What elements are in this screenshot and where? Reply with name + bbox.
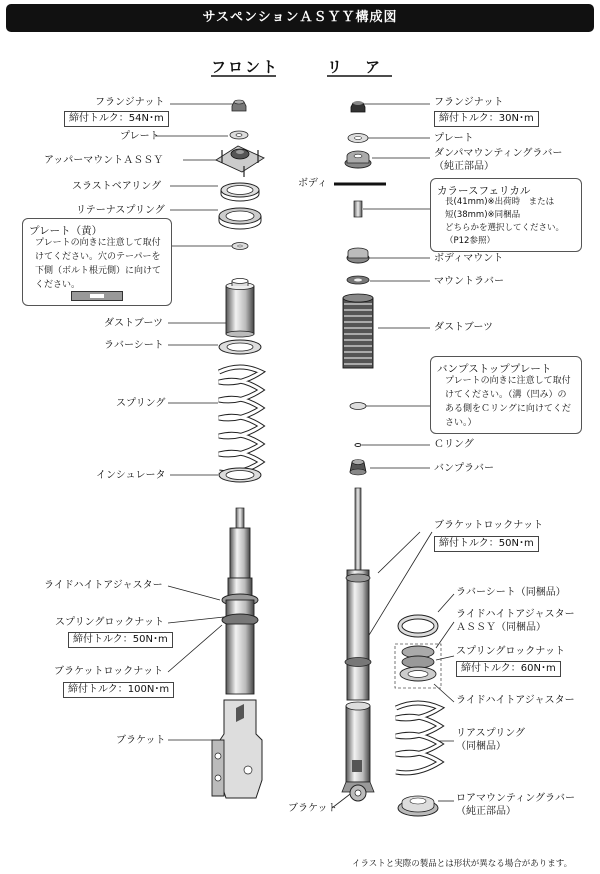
rear-spring-lock-nut-torque: 締付トルク：60N･m xyxy=(456,661,561,677)
rear-bracket-lock-nut-label: ブラケットロックナット xyxy=(434,520,544,531)
collar-note-title: カラースフェリカル xyxy=(437,185,531,197)
rear-spring-label: リアスプリング xyxy=(456,728,525,739)
front-flange-nut-label: フランジナット xyxy=(95,97,165,108)
rear-flange-nut-torque: 締付トルク：30N･m xyxy=(434,111,539,127)
footer-disclaimer: イラストと実際の製品とは形状が異なる場合があります。 xyxy=(352,859,573,869)
plate-taper-icon xyxy=(71,291,123,301)
plate-note xyxy=(22,218,172,306)
front-upper-mount-label: アッパーマウントＡＳＳＹ xyxy=(44,155,164,166)
bump-note-title: バンプストッププレート xyxy=(437,363,552,375)
rear-c-ring-label: Ｃリング xyxy=(434,439,474,450)
rear-ride-height-adjuster-assy-label: ライドハイトアジャスター xyxy=(456,609,575,620)
front-thrust-bearing-label: スラストベアリング xyxy=(72,181,162,192)
plate-note-title: プレート（黄） xyxy=(29,225,103,237)
rear-ride-height-adjuster-assy-label-2: ＡＳＳＹ（同梱品） xyxy=(456,622,546,633)
rear-bump-rubber-label: バンプラバー xyxy=(434,463,494,474)
front-rubber-seat-label: ラバーシート xyxy=(104,340,164,351)
front-ride-height-adjuster-label: ライドハイトアジャスター xyxy=(44,580,163,591)
front-bracket-lock-nut-label: ブラケットロックナット xyxy=(54,666,164,677)
rear-damper-mount-rubber-label: ダンパマウンティングラバー xyxy=(434,148,563,159)
page-title: サスペンションＡＳＹＹ構成図 xyxy=(202,10,398,25)
front-heading: フロント xyxy=(211,58,280,76)
rear-spring-note: （同梱品） xyxy=(456,741,506,752)
rear-mount-rubber-label: マウントラバー xyxy=(434,276,504,287)
rear-ride-height-adjuster-label: ライドハイトアジャスター xyxy=(456,695,575,706)
front-retainer-spring-label: リテーナスプリング xyxy=(76,205,165,216)
rear-heading: リ ア xyxy=(327,58,385,76)
collar-spherical-note xyxy=(430,178,582,252)
rear-bracket-label: ブラケット xyxy=(288,803,338,814)
front-bracket-lock-nut-torque: 締付トルク：100N･m xyxy=(63,682,174,698)
rear-body-label: ボディ xyxy=(298,178,328,189)
rear-rubber-seat-label: ラバーシート（同梱品） xyxy=(456,587,566,598)
rear-flange-nut-label: フランジナット xyxy=(434,97,504,108)
bump-stop-plate-note xyxy=(430,356,582,434)
front-spring-lock-nut-label: スプリングロックナット xyxy=(55,617,164,628)
rear-spring-lock-nut-label: スプリングロックナット xyxy=(456,646,565,657)
rear-body-mount-label: ボディマウント xyxy=(434,253,504,264)
rear-parts xyxy=(334,101,441,816)
front-flange-nut-torque: 締付トルク：54N･m xyxy=(64,111,169,127)
rear-dust-boots-label: ダストブーツ xyxy=(434,322,493,333)
front-spring-label: スプリング xyxy=(116,398,166,409)
front-bracket-label: ブラケット xyxy=(116,735,166,746)
rear-dust-boots xyxy=(343,294,373,368)
rear-lower-mount-rubber-note: （純正部品） xyxy=(456,806,516,817)
front-dust-boots-label: ダストブーツ xyxy=(104,318,163,329)
rear-damper-mount-rubber-note: （純正部品） xyxy=(434,161,494,172)
front-spring-lock-nut-torque: 締付トルク：50N･m xyxy=(68,632,173,648)
plate-note-body: プレートの向きに注意して取付 けてください。穴のテーパーを 下側（ボルト根元側）に向けて ください。 xyxy=(35,238,162,290)
bump-note-body: プレートの向きに注意して取付 けてください。（溝（凹み）の ある側をＣリングに向けてくだ さい。） xyxy=(445,376,571,428)
rear-lower-mount-rubber-label: ロアマウンティングラバー xyxy=(456,793,575,804)
collar-note-body: 長(41mm)※出荷時 または 短(38mm)※同梱品 どちらかを選択してください。 （P12参照） xyxy=(445,197,565,246)
rear-plate-label: プレート xyxy=(434,133,474,144)
front-parts xyxy=(212,100,264,798)
rear-bracket-lock-nut-torque: 締付トルク：50N･m xyxy=(434,536,539,552)
front-plate-label: プレート xyxy=(120,131,160,142)
front-insulator-label: インシュレータ xyxy=(96,470,166,481)
